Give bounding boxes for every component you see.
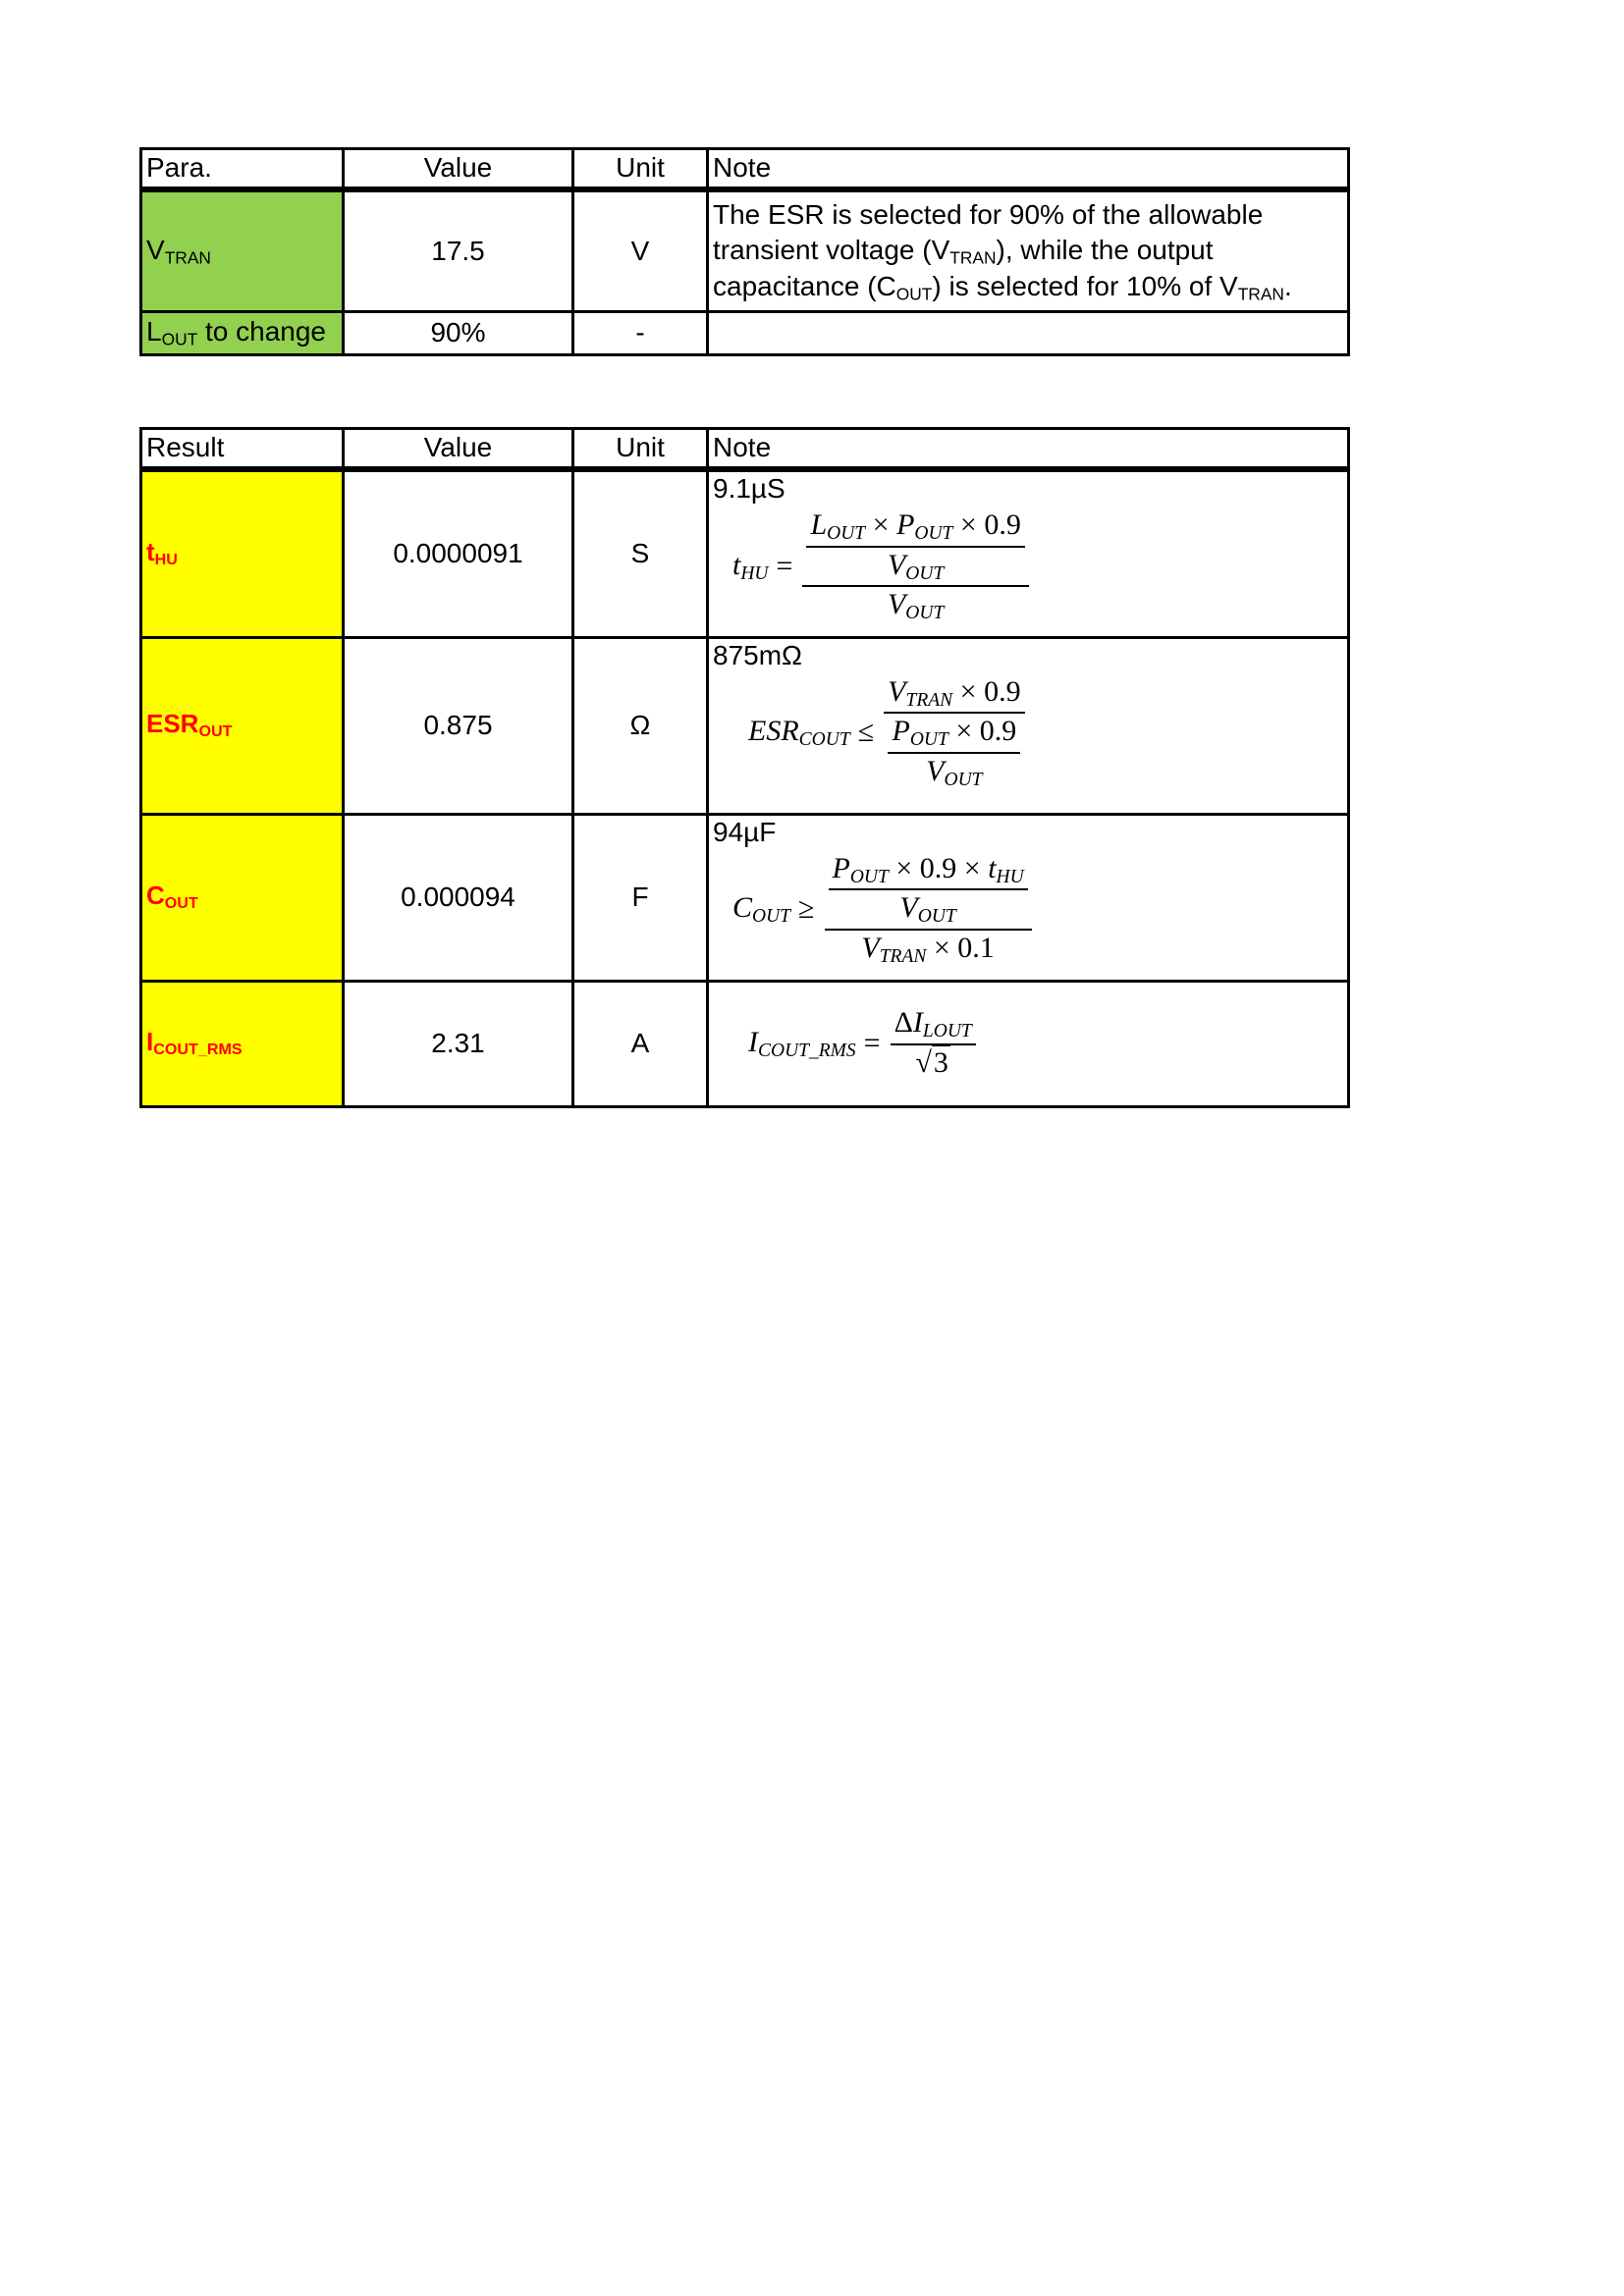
table-row <box>141 469 1349 637</box>
table-row <box>141 311 1349 354</box>
unit-cell: V <box>573 189 708 311</box>
note-cell <box>708 981 1349 1106</box>
table-row <box>141 189 1349 311</box>
param-cell: $L_{OUT}$ to change <box>141 311 344 354</box>
header-unit: Unit <box>573 149 708 190</box>
header-para: Para. <box>141 149 344 190</box>
note-cell <box>708 469 1349 637</box>
formula-t-hu: $t_{HU}$ = $\frac{\frac{L_{OUT} \times P_{OUT} \times 0.9}{V_{OUT}}}{V_{OUT}}$ <box>732 507 1343 625</box>
header-note: Note <box>708 429 1349 470</box>
value-cell: 0.0000091 <box>344 469 573 637</box>
note-value: 9.1µS <box>713 473 785 504</box>
param-cell: $V_{TRAN}$ <box>141 189 344 311</box>
note-cell: The ESR is selected for 90% of the allowable transient voltage $(V_{TRAN})$, while the output capacitance $(C_{OUT})$ is selected for 10% of $V_{TRAN}$. <box>708 189 1349 311</box>
result-table <box>139 427 1350 1108</box>
value-cell[interactable]: 90% <box>344 311 573 354</box>
header-value: Value <box>344 149 573 190</box>
unit-cell: F <box>573 814 708 981</box>
header-result: Result <box>141 429 344 470</box>
input-table-header <box>141 149 1349 190</box>
header-note: Note <box>708 149 1349 190</box>
header-unit: Unit <box>573 429 708 470</box>
note-cell <box>708 814 1349 981</box>
result-param-cell: $t_{HU}$ <box>141 469 344 637</box>
result-param-cell: $I_{COUT\_RMS}$ <box>141 981 344 1106</box>
unit-cell: S <box>573 469 708 637</box>
note-value: 94µF <box>713 816 777 847</box>
result-param-cell: $C_{OUT}$ <box>141 814 344 981</box>
unit-cell: - <box>573 311 708 354</box>
formula-i-cout-rms: $I_{COUT\_RMS}$ = $\frac{\Delta I_{LOUT}}{√3}$ <box>748 1005 1343 1081</box>
formula-esr: $ESR_{COUT}$ ≤ $\frac{V_{TRAN} \times 0.9}{\frac{P_{OUT} \times 0.9}{V_{OUT}}}$ <box>748 674 1343 792</box>
table-row <box>141 637 1349 814</box>
table-row <box>141 814 1349 981</box>
value-cell: 0.875 <box>344 637 573 814</box>
formula-c-out: $C_{OUT}$ ≥ $\frac{\frac{P_{OUT} \times 0.9 \times t_{HU}}{V_{OUT}}}{V_{TRAN} \times 0.1}$ <box>732 851 1343 969</box>
note-cell <box>708 311 1349 354</box>
value-cell: 0.000094 <box>344 814 573 981</box>
note-value: 875mΩ <box>713 639 802 670</box>
result-table-header <box>141 429 1349 470</box>
result-param-cell: $ESR_{OUT}$ <box>141 637 344 814</box>
note-cell <box>708 637 1349 814</box>
table-row <box>141 981 1349 1106</box>
unit-cell: A <box>573 981 708 1106</box>
value-cell: 2.31 <box>344 981 573 1106</box>
input-table <box>139 147 1350 356</box>
unit-cell: Ω <box>573 637 708 814</box>
header-value: Value <box>344 429 573 470</box>
value-cell[interactable]: 17.5 <box>344 189 573 311</box>
